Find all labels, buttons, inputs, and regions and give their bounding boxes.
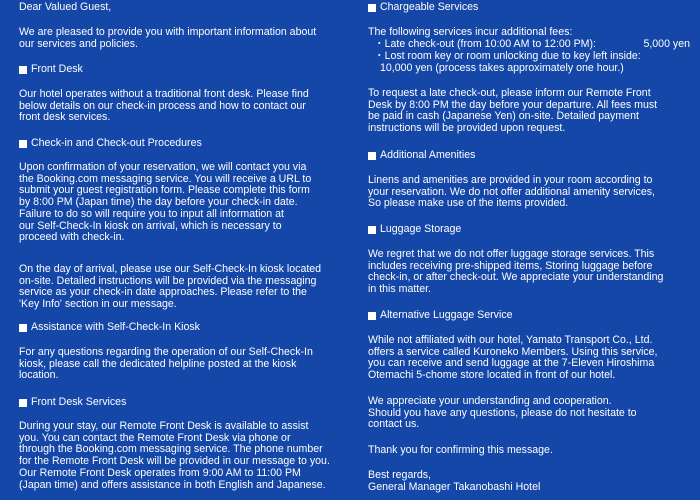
closing-paragraph: We appreciate your understanding and cooperation. Should you have any questions, please do not hesitate to contact us.: [368, 395, 637, 431]
lost-key-line: ・Lost room key or room unlocking due to key left inside:: [374, 50, 641, 62]
section-heading-alt-luggage: [368, 310, 690, 322]
section-heading-chargeable: [368, 2, 690, 14]
bullet-square-icon: [19, 324, 27, 332]
late-checkout-label: ・Late check-out (from 10:00 AM to 12:00 PM):: [374, 38, 596, 50]
bullet-square-icon: [368, 4, 376, 12]
amenities-paragraph: Linens and amenities are provided in your room according to your reservation. We do not offer additional amenity services, So please make use of the items provided.: [368, 174, 655, 210]
bullet-square-icon: [19, 140, 27, 148]
bullet-square-icon: [368, 226, 376, 234]
section-heading-luggage-storage: [368, 224, 690, 236]
lost-key-fee-line: 10,000 yen (process takes approximately one hour.): [380, 62, 624, 74]
heading-text: Assistance with Self-Check-In Kiosk: [31, 321, 200, 333]
heading-text: Chargeable Services: [380, 1, 479, 13]
thanks-line: Thank you for confirming this message.: [368, 444, 553, 456]
late-checkout-amount: 5,000 yen: [643, 38, 690, 50]
heading-text: Additional Amenities: [380, 149, 476, 161]
chargeable-paragraph: To request a late check-out, please inform our Remote Front Desk by 8:00 PM the day before your departure. All fees must be paid in cash (Japanese Yen) on-site. Detailed payment instructions will be provided upon request.: [368, 87, 658, 135]
heading-text: Check-in and Check-out Procedures: [31, 137, 202, 149]
section-heading-front-desk-services: [19, 397, 355, 409]
heading-text: Luggage Storage: [380, 223, 462, 235]
alt-luggage-paragraph: While not affiliated with our hotel, Yamato Transport Co., Ltd. offers a service called Kuroneko Members. Using this service, you can receive and send luggage at the 7-Eleven Hiroshima Otemachi 5-chome store located in front of our hotel.: [368, 334, 658, 382]
bullet-square-icon: [368, 312, 376, 320]
heading-text: Alternative Luggage Service: [380, 309, 513, 321]
signature: Best regards, General Manager Takanobashi Hotel: [368, 469, 541, 493]
check-in-paragraph-1: Upon confirmation of your reservation, we will contact you via the Booking.com messaging service. You will receive a URL to submit your guest registration form. Please complete this form by 8:00 PM (Japan time) the day before your check-in date. Failure to do so will require you to input all information at our Self-Check-In kiosk on arrival, which is necessary to proceed with check-in.: [19, 161, 312, 244]
bullet-square-icon: [368, 152, 376, 160]
bullet-square-icon: [19, 66, 27, 74]
section-heading-check-in: [19, 138, 355, 150]
bullet-square-icon: [19, 399, 27, 407]
section-heading-amenities: [368, 150, 690, 162]
chargeable-intro: The following services incur additional fees:: [368, 26, 573, 38]
heading-text: Front Desk: [31, 63, 83, 75]
intro-paragraph: We are pleased to provide you with important information about our services and policies.: [19, 26, 317, 50]
late-checkout-fee-row: [368, 39, 690, 51]
kiosk-assistance-paragraph: For any questions regarding the operation of our Self-Check-In kiosk, please call the dedicated helpline posted at the kiosk location.: [19, 346, 313, 382]
front-desk-services-paragraph: During your stay, our Remote Front Desk is available to assist you. You can contact the Remote Front Desk via phone or through the Booking.com messaging service. The phone number for the Remote Front Desk will be provided in our message to you. Our Remote Front Desk operates from 9:00 AM to 11:00 PM (Japan time) and offers assistance in both English and Japanese.: [19, 420, 330, 491]
heading-text: Front Desk Services: [31, 396, 127, 408]
section-heading-kiosk-assistance: [19, 322, 355, 334]
luggage-storage-paragraph: We regret that we do not offer luggage storage services. This includes receiving pre-shipped items, Storing luggage before check-in, or after check-out. We appreciate your understanding in this matter.: [368, 248, 664, 296]
greeting: Dear Valued Guest,: [19, 1, 112, 13]
check-in-paragraph-2: On the day of arrival, please use our Self-Check-In kiosk located on-site. Detailed instructions will be provided via the messaging service as your check-in date approaches. Please refer to the 'Key Info' section in our message.: [19, 263, 322, 311]
front-desk-paragraph: Our hotel operates without a traditional front desk. Please find below details on our check-in process and how to contact our front desk services.: [19, 88, 309, 124]
section-heading-front-desk: [19, 64, 355, 76]
